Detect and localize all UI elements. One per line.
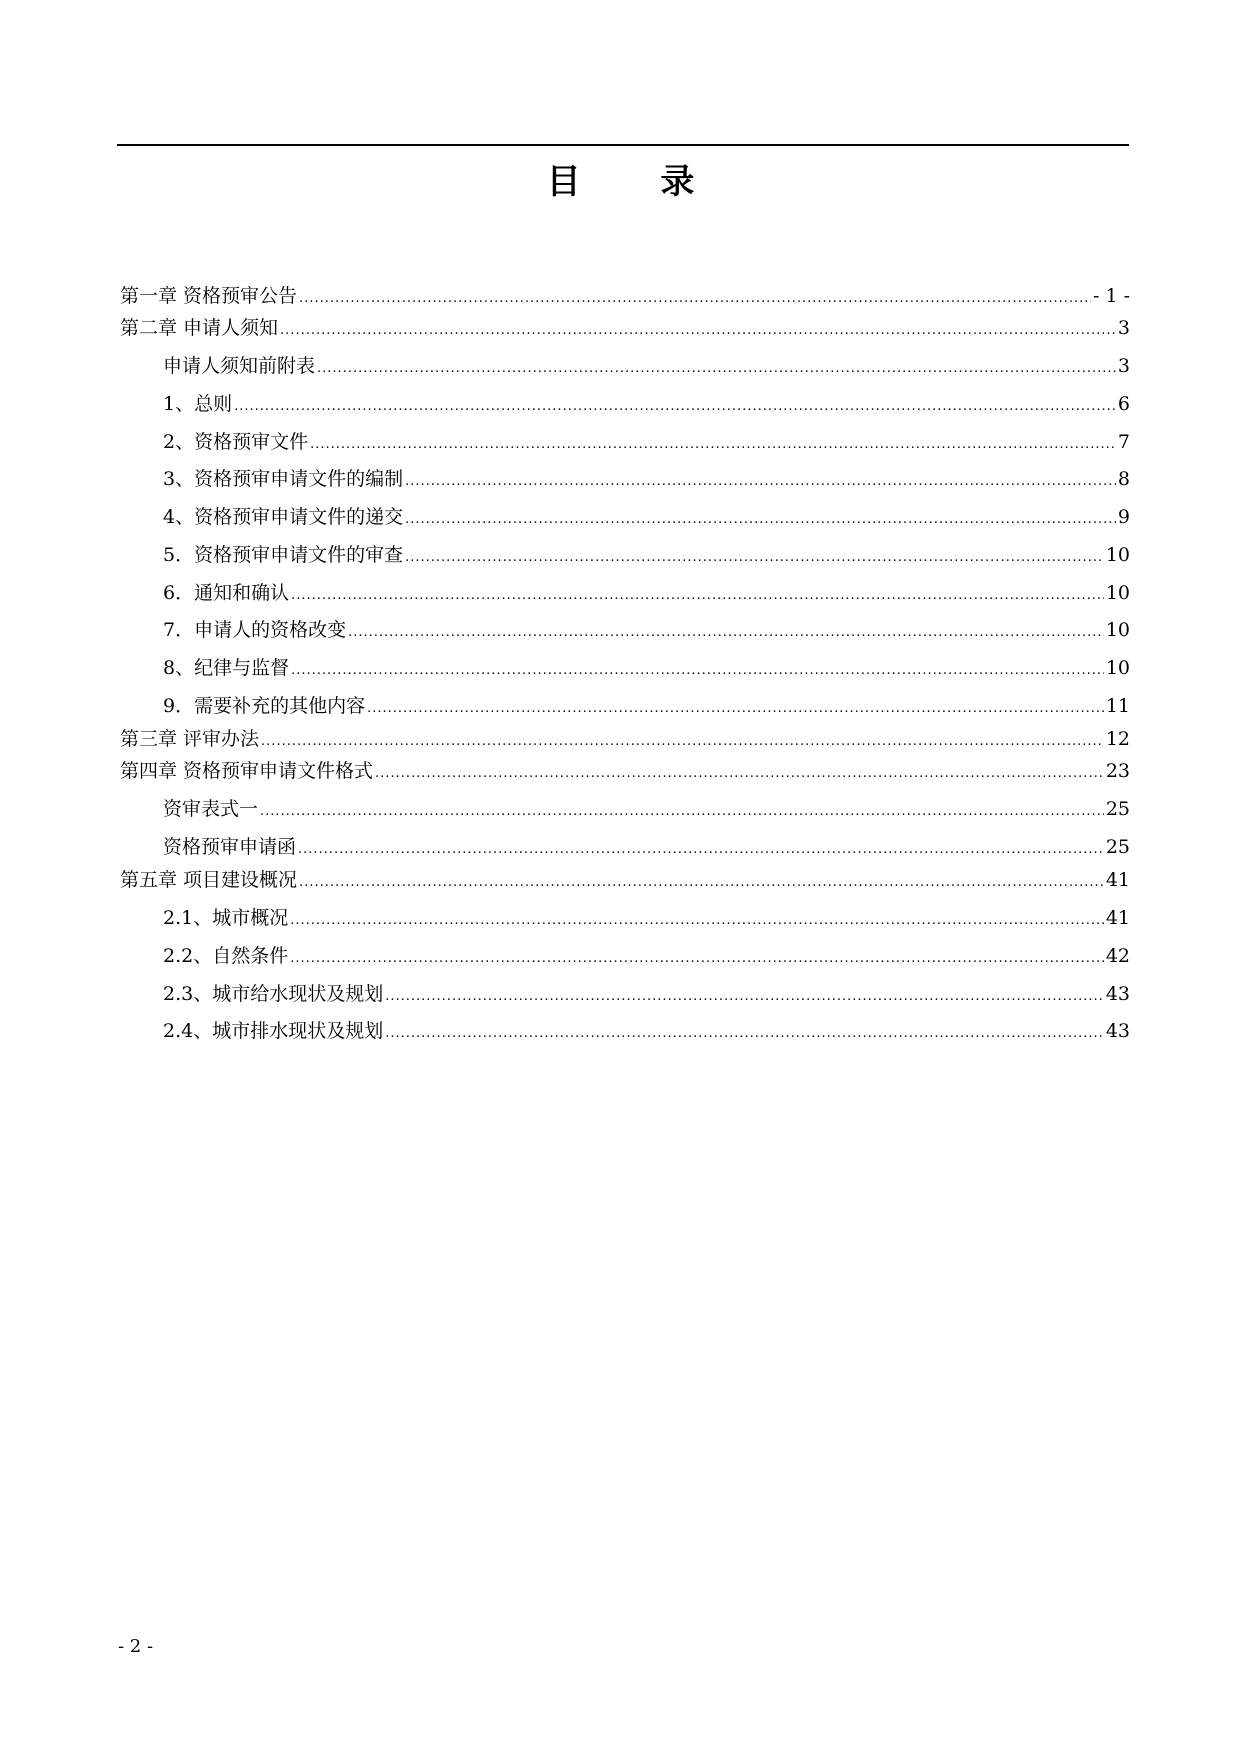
toc-leader-dots xyxy=(299,287,1091,311)
toc-entry-page: 10 xyxy=(1105,619,1130,641)
toc-entry-page: 25 xyxy=(1105,836,1130,858)
toc-entry-page: 10 xyxy=(1105,657,1130,679)
toc-entry-label: 2.3、城市给水现状及规划 xyxy=(163,983,384,1005)
toc-entry[interactable] xyxy=(163,694,1130,721)
toc-entry-label: 4、资格预审申请文件的递交 xyxy=(163,506,404,528)
toc-entry[interactable] xyxy=(163,618,1130,645)
toc-entry-label: 8、纪律与监督 xyxy=(163,657,290,679)
toc-entry-page: 3 xyxy=(1117,317,1130,339)
toc-leader-dots xyxy=(375,762,1104,786)
toc-entry[interactable] xyxy=(163,1019,1130,1046)
toc-entry-label: 第一章 资格预审公告 xyxy=(120,285,298,307)
toc-entry-label: 5．资格预审申请文件的审查 xyxy=(163,544,404,566)
toc-entry[interactable] xyxy=(163,505,1130,532)
toc-leader-dots xyxy=(405,546,1104,570)
toc-entry[interactable] xyxy=(163,467,1130,494)
toc-entry-page: 9 xyxy=(1117,506,1130,528)
toc-entry-page: 23 xyxy=(1105,760,1130,782)
toc-entry[interactable] xyxy=(163,543,1130,570)
toc-entry[interactable] xyxy=(163,581,1130,608)
toc-entry-label: 资格预审申请函 xyxy=(163,836,297,858)
toc-entry-page: 42 xyxy=(1105,945,1130,967)
toc-entry-label: 1、总则 xyxy=(163,393,233,415)
toc-entry[interactable] xyxy=(163,797,1130,824)
toc-leader-dots xyxy=(317,357,1116,381)
toc-leader-dots xyxy=(299,871,1104,895)
toc-entry-label: 第五章 项目建设概况 xyxy=(120,869,298,891)
toc-leader-dots xyxy=(260,800,1104,824)
toc-entry[interactable] xyxy=(163,835,1130,862)
toc-entry-page: 11 xyxy=(1105,695,1130,717)
toc-leader-dots xyxy=(367,697,1104,721)
toc-entry[interactable] xyxy=(120,727,1130,754)
toc-leader-dots xyxy=(385,1022,1104,1046)
toc-leader-dots xyxy=(261,730,1104,754)
toc-entry[interactable] xyxy=(163,656,1130,683)
toc-entry-label: 3、资格预审申请文件的编制 xyxy=(163,468,404,490)
toc-entry-label: 申请人须知前附表 xyxy=(163,355,316,377)
toc-leader-dots xyxy=(234,395,1116,419)
toc-entry-label: 2.1、城市概况 xyxy=(163,907,289,929)
toc-entry-page: - 1 - xyxy=(1092,285,1130,307)
toc-entry[interactable] xyxy=(163,906,1130,933)
toc-entry-page: 10 xyxy=(1105,544,1130,566)
toc-leader-dots xyxy=(348,621,1104,645)
toc-leader-dots xyxy=(385,985,1104,1009)
toc-entry[interactable] xyxy=(120,316,1130,343)
toc-entry-label: 9．需要补充的其他内容 xyxy=(163,695,366,717)
toc-leader-dots xyxy=(298,838,1104,862)
toc-entry[interactable] xyxy=(163,944,1130,971)
toc-entry[interactable] xyxy=(120,759,1130,786)
toc-entry-page: 6 xyxy=(1117,393,1130,415)
page-number-footer: - 2 - xyxy=(118,1636,154,1657)
toc-entry-page: 43 xyxy=(1105,983,1130,1005)
toc-entry[interactable] xyxy=(120,868,1130,895)
toc-leader-dots xyxy=(291,659,1104,683)
toc-entry-label: 第二章 申请人须知 xyxy=(120,317,279,339)
toc-entry-label: 2.2、自然条件 xyxy=(163,945,289,967)
toc-leader-dots xyxy=(405,508,1116,532)
toc-leader-dots xyxy=(291,584,1104,608)
toc-leader-dots xyxy=(290,947,1104,971)
toc-entry-page: 41 xyxy=(1105,869,1130,891)
toc-entry-label: 7．申请人的资格改变 xyxy=(163,619,347,641)
toc-entry-page: 25 xyxy=(1105,798,1130,820)
toc-leader-dots xyxy=(310,433,1116,457)
toc-leader-dots xyxy=(290,909,1104,933)
toc-entry-label: 第三章 评审办法 xyxy=(120,728,260,750)
toc-entry[interactable] xyxy=(163,982,1130,1009)
toc-entry-label: 资审表式一 xyxy=(163,798,259,820)
toc-entry-label: 第四章 资格预审申请文件格式 xyxy=(120,760,374,782)
page-title: 目 录 xyxy=(546,162,729,202)
toc-entry-page: 7 xyxy=(1117,431,1130,453)
header-rule xyxy=(117,144,1129,146)
toc-entry-label: 2.4、城市排水现状及规划 xyxy=(163,1020,384,1042)
toc-leader-dots xyxy=(405,470,1116,494)
toc-entry[interactable] xyxy=(163,354,1130,381)
toc-entry-page: 43 xyxy=(1105,1020,1130,1042)
toc-entry-page: 3 xyxy=(1117,355,1130,377)
toc-entry[interactable] xyxy=(163,392,1130,419)
toc-leader-dots xyxy=(280,319,1116,343)
toc-entry[interactable] xyxy=(120,284,1130,311)
toc-entry-label: 6．通知和确认 xyxy=(163,582,290,604)
toc-entry-label: 2、资格预审文件 xyxy=(163,431,309,453)
toc-entry-page: 8 xyxy=(1117,468,1130,490)
toc-entry-page: 10 xyxy=(1105,582,1130,604)
toc-entry-page: 12 xyxy=(1105,728,1130,750)
toc-entry[interactable] xyxy=(163,430,1130,457)
toc-entry-page: 41 xyxy=(1105,907,1130,929)
